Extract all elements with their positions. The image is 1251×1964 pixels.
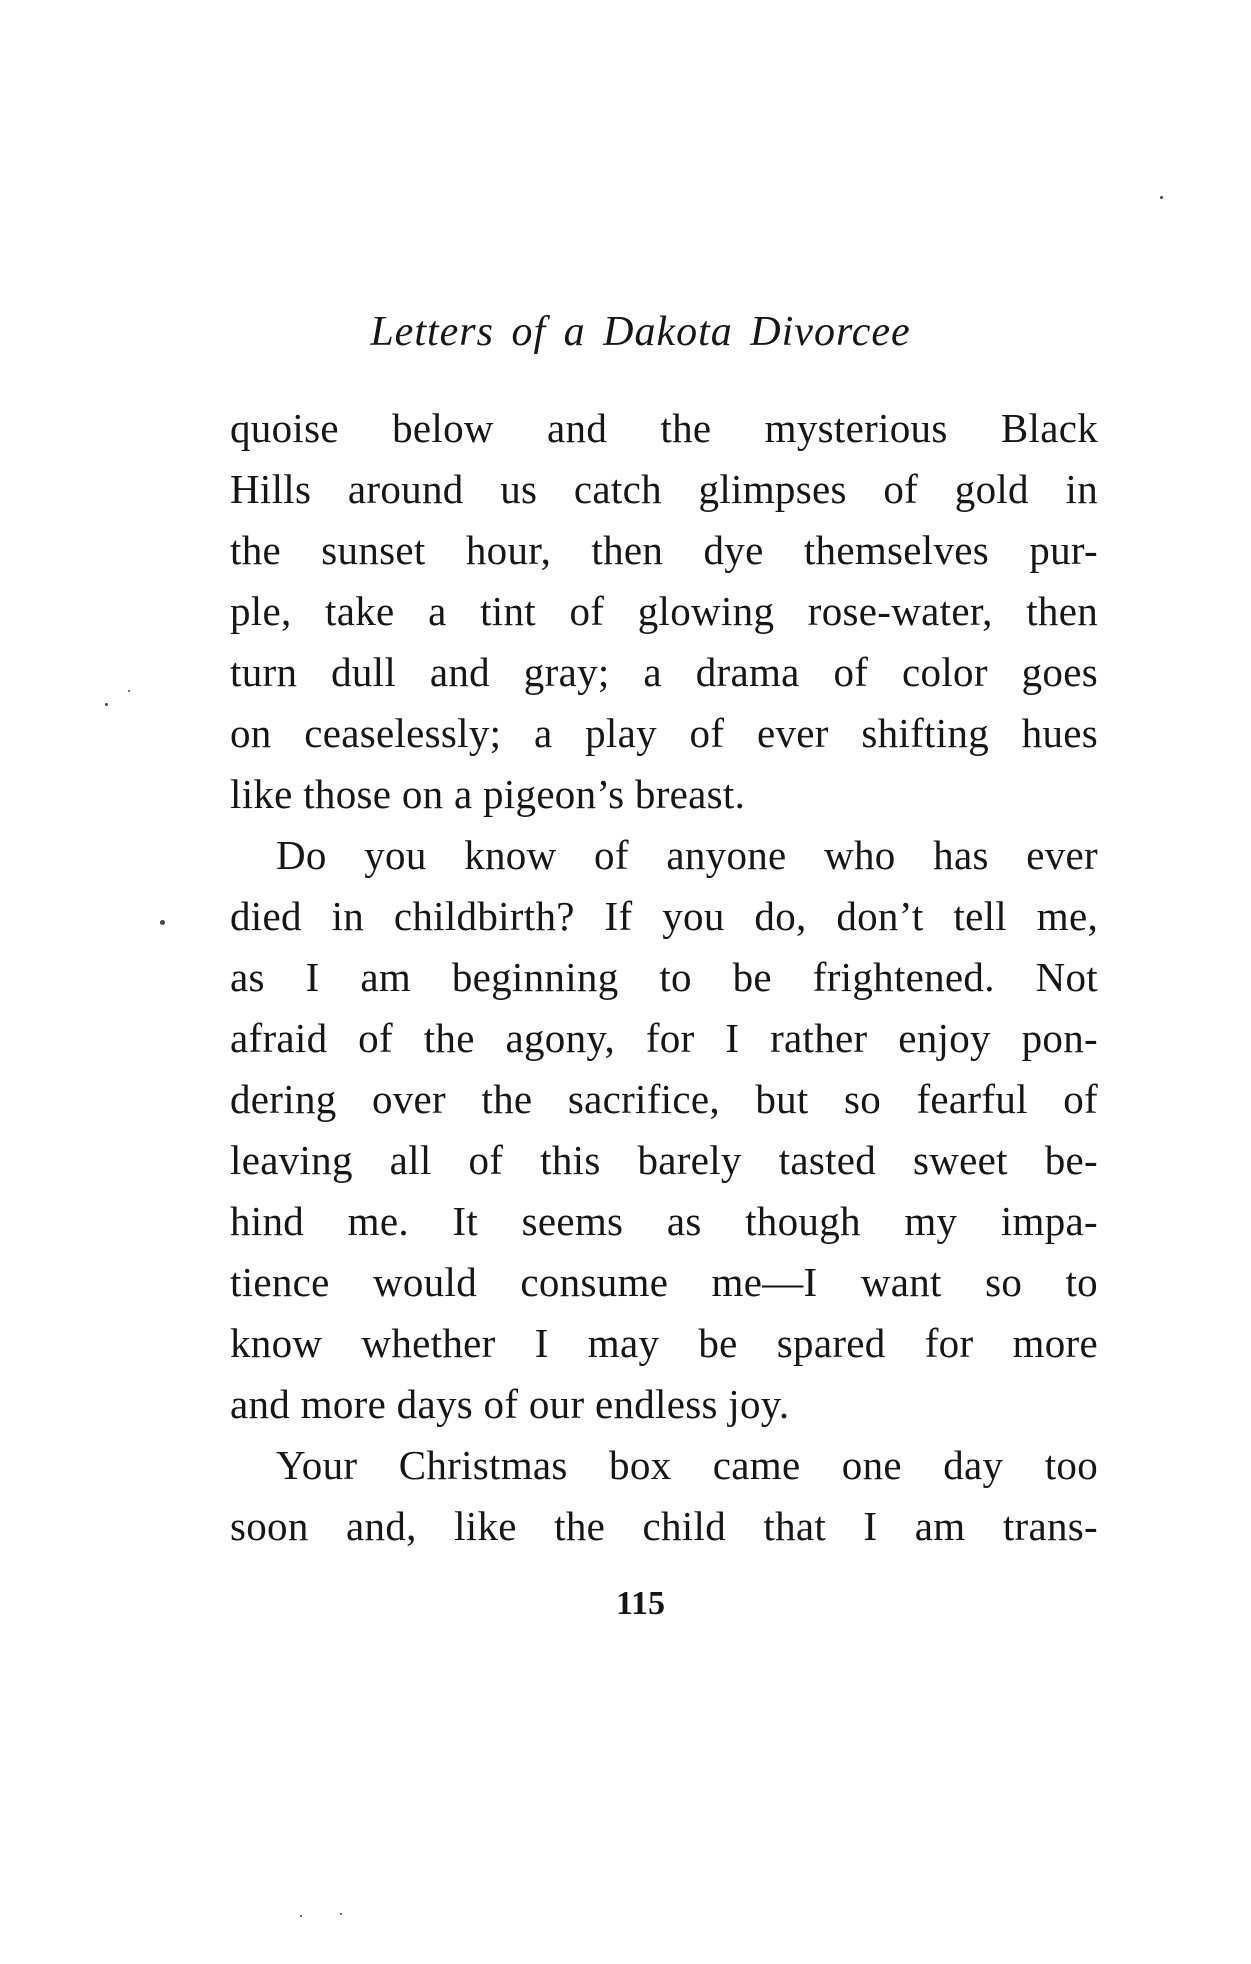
text-line: afraid of the agony, for I rather enjoy pon-	[230, 1015, 1098, 1061]
body-text	[230, 398, 1098, 1557]
text-line: dering over the sacrifice, but so fearful of	[230, 1076, 1098, 1122]
scan-speck	[105, 703, 108, 706]
text-line: Do you know of anyone who has ever	[276, 832, 1098, 878]
page-number: 115	[615, 1585, 666, 1622]
scan-speck	[160, 920, 165, 925]
scan-speck	[300, 1915, 302, 1917]
scan-speck	[1160, 196, 1163, 199]
text-line: tience would consume me—I want so to	[230, 1259, 1098, 1305]
text-line: soon and, like the child that I am trans-	[230, 1503, 1098, 1549]
text-line: quoise below and the mysterious Black	[230, 405, 1098, 451]
text-line: like those on a pigeon’s breast.	[230, 771, 746, 817]
text-line: as I am beginning to be frightened. Not	[230, 954, 1098, 1000]
text-line: died in childbirth? If you do, don’t tell me,	[230, 893, 1098, 939]
text-line: leaving all of this barely tasted sweet be-	[230, 1137, 1098, 1183]
text-line: ple, take a tint of glowing rose-water, then	[230, 588, 1098, 634]
text-line: turn dull and gray; a drama of color goes	[230, 649, 1098, 695]
text-line: and more days of our endless joy.	[230, 1381, 790, 1427]
scan-speck	[128, 690, 130, 692]
text-line: on ceaselessly; a play of ever shifting hues	[230, 710, 1098, 756]
text-line: the sunset hour, then dye themselves pur-	[230, 527, 1098, 573]
scan-speck	[340, 1913, 342, 1915]
text-line: know whether I may be spared for more	[230, 1320, 1098, 1366]
running-head: Letters of a Dakota Divorcee	[370, 309, 911, 355]
text-line: Your Christmas box came one day too	[276, 1442, 1098, 1488]
text-line: hind me. It seems as though my impa-	[230, 1198, 1098, 1244]
text-line: Hills around us catch glimpses of gold in	[230, 466, 1098, 512]
